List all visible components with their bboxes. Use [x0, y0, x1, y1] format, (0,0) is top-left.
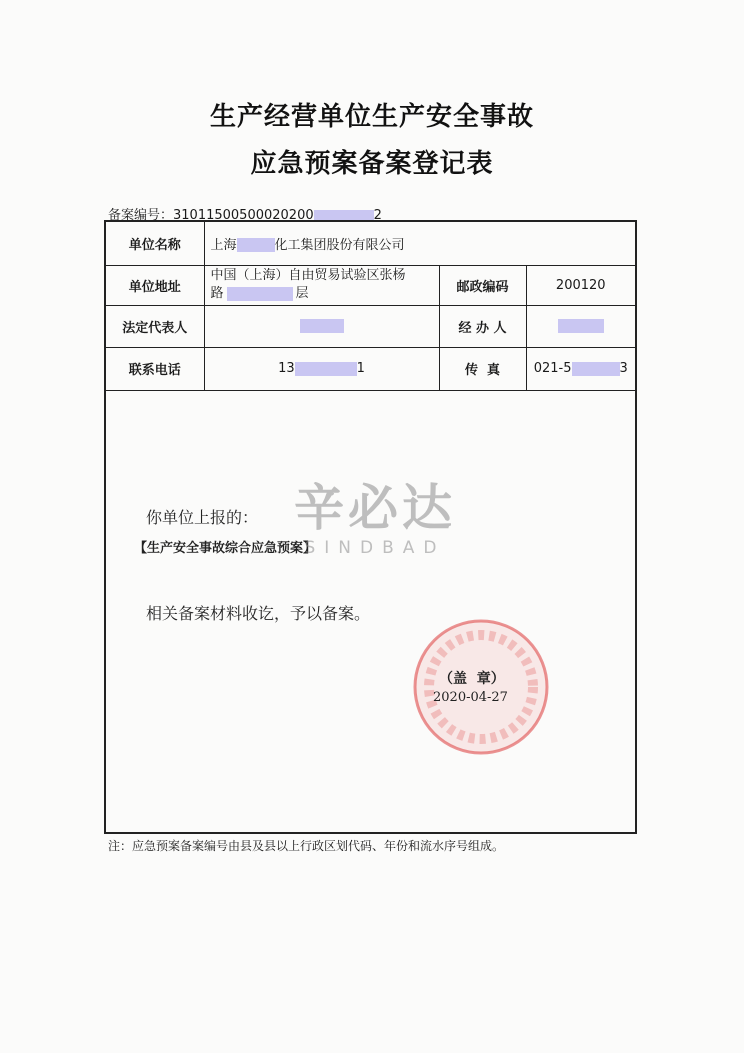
postal-code-label: 邮政编码 — [439, 265, 526, 305]
fax-suffix: 3 — [619, 361, 628, 376]
filing-number-label: 备案编号： — [108, 208, 174, 223]
redaction-mask — [237, 238, 275, 252]
handler-value — [526, 305, 635, 347]
redaction-mask — [572, 362, 620, 376]
watermark-en: SINDBAD — [304, 538, 446, 558]
fax-value — [526, 347, 635, 390]
unit-address-label: 单位地址 — [106, 265, 204, 305]
form-title-line1: 生产经营单位生产安全事故 — [209, 102, 534, 132]
table-row — [106, 265, 635, 305]
watermark — [270, 478, 480, 558]
unit-address-value — [204, 265, 439, 305]
unit-address-line1: 中国（上海）自由贸易试验区张杨 — [210, 268, 406, 283]
table-row — [106, 347, 635, 390]
unit-name-suffix: 化工集团股份有限公司 — [274, 237, 405, 253]
phone-prefix: 13 — [278, 361, 295, 376]
phone-label: 联系电话 — [106, 347, 204, 390]
unit-address-line2-suffix: 层 — [295, 286, 309, 301]
unit-address-line2-prefix: 路 — [210, 286, 224, 301]
postal-code-value: 200120 — [526, 265, 635, 305]
redaction-mask — [558, 319, 604, 333]
fax-label: 传 真 — [439, 347, 526, 390]
table-row — [106, 222, 635, 265]
phone-value — [204, 347, 439, 390]
unit-name-prefix: 上海 — [210, 237, 237, 253]
redaction-mask — [295, 362, 357, 376]
filing-date: 2020-04-27 — [433, 690, 508, 705]
unit-name-value — [204, 222, 635, 265]
fax-prefix: 021-5 — [533, 361, 572, 376]
redaction-mask — [300, 319, 344, 333]
info-table — [106, 222, 635, 391]
unit-name-label: 单位名称 — [106, 222, 204, 265]
seal-label: （盖 章） — [439, 671, 505, 687]
phone-suffix: 1 — [356, 361, 365, 376]
acknowledgement-text: 相关备案材料收讫，予以备案。 — [146, 604, 371, 623]
reported-by-text: 你单位上报的： — [146, 508, 259, 527]
form-title-line2: 应急预案备案登记表 — [250, 149, 494, 179]
legal-rep-label: 法定代表人 — [106, 305, 204, 347]
footnote: 注：应急预案备案编号由县及县以上行政区划代码、年份和流水序号组成。 — [108, 839, 505, 853]
redaction-mask — [227, 287, 293, 301]
legal-rep-value — [204, 305, 439, 347]
unit-address-line2 — [211, 285, 433, 303]
plan-name: 【生产安全事故综合应急预案】 — [134, 541, 317, 556]
filing-number-value-start: 31011500500020200 — [173, 208, 314, 223]
handler-label: 经 办 人 — [439, 305, 526, 347]
watermark-cn: 辛必达 — [294, 479, 456, 537]
filing-number-value-end: 2 — [373, 208, 382, 223]
table-row — [106, 305, 635, 347]
